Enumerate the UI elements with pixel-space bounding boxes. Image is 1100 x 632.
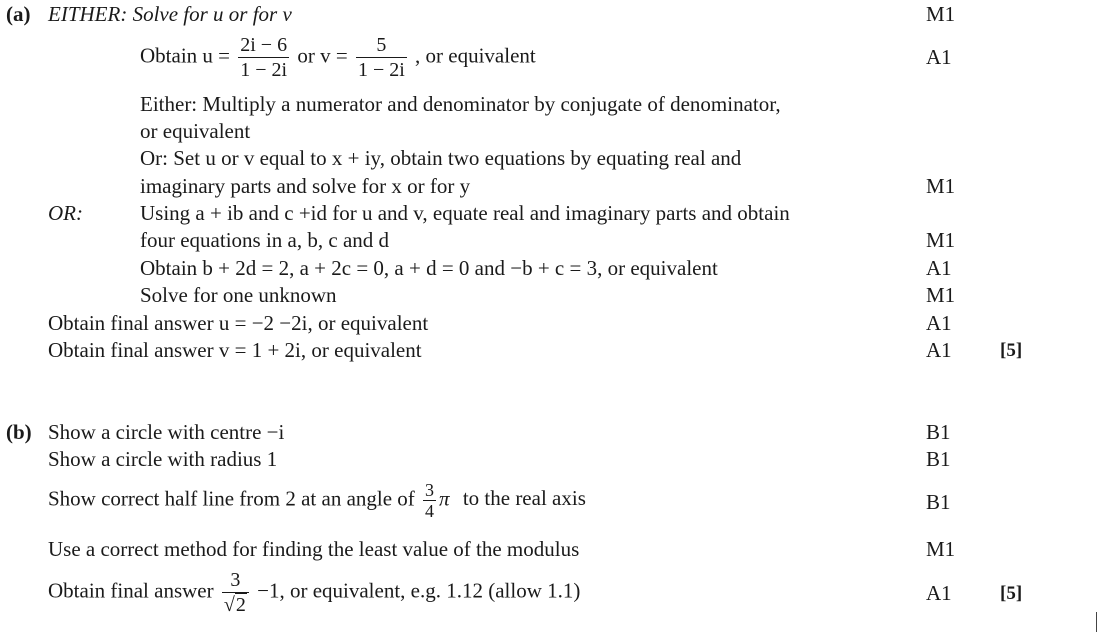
part-a-total: [5] [1000, 340, 1023, 361]
u-denominator: 1 − 2i [240, 59, 288, 81]
obtain-mark-a1: A1 [926, 45, 952, 69]
half-line-line [48, 480, 586, 521]
half-line-prefix: Show correct half line from 2 at an angle of [48, 486, 415, 511]
or-equivalent-suffix: , or equivalent [415, 43, 536, 68]
obtain-u-or-v-line [140, 33, 536, 82]
part-b-label: (b) [6, 420, 32, 444]
part-b-total: [5] [1000, 583, 1023, 604]
pi-symbol: π [439, 486, 450, 511]
part-a-mark-m1: M1 [926, 2, 956, 26]
half-line-mark-b1: B1 [926, 490, 951, 514]
either-method-line-1: Either: Multiply a numerator and denominator by conjugate of denominator, [140, 92, 781, 116]
circle-radius-mark-b1: B1 [926, 447, 951, 471]
angle-denominator: 4 [425, 501, 435, 521]
alt-method-line-2: four equations in a, b, c and d [140, 228, 390, 252]
alt-method-line-1: Using a + ib and c +id for u and v, equate real and imaginary parts and obtain [140, 201, 790, 225]
angle-fraction [423, 480, 436, 521]
sqrt-radicand: 2 [235, 594, 246, 616]
alt-method-label: OR: [48, 201, 83, 225]
or-method-mark-m1: M1 [926, 174, 956, 198]
final-answer-v: Obtain final answer v = 1 + 2i, or equivalent [48, 338, 422, 362]
or-method-line-1: Or: Set u or v equal to x + iy, obtain two equations by equating real and [140, 146, 742, 170]
alt-method-line-4: Solve for one unknown [140, 283, 337, 307]
or-v-equals: or v = [297, 43, 348, 68]
angle-numerator: 3 [425, 480, 435, 500]
final-answer-u: Obtain final answer u = −2 −2i, or equivalent [48, 311, 429, 335]
alt-method-mark-m1: M1 [926, 228, 956, 252]
circle-centre-mark-b1: B1 [926, 420, 951, 444]
part-a-label: (a) [6, 2, 31, 26]
v-numerator: 5 [376, 34, 387, 56]
answer-denominator [222, 592, 249, 617]
answer-numerator: 3 [230, 569, 241, 591]
part-a-either-heading: EITHER: Solve for u or for v [48, 2, 292, 26]
alt-method-line-3: Obtain b + 2d = 2, a + 2c = 0, a + d = 0 and −b + c = 3, or equivalent [140, 256, 718, 280]
modulus-method-mark-m1: M1 [926, 537, 956, 561]
alt-method-mark-a1: A1 [926, 256, 952, 280]
modulus-method-line: Use a correct method for finding the least value of the modulus [48, 537, 580, 561]
circle-centre-line: Show a circle with centre −i [48, 420, 285, 444]
v-fraction [356, 33, 407, 82]
u-fraction [238, 33, 289, 82]
answer-fraction [222, 568, 249, 617]
either-method-line-2: or equivalent [140, 119, 251, 143]
final-answer-b-prefix: Obtain final answer [48, 578, 214, 603]
text-cursor [1096, 612, 1097, 632]
half-line-suffix: to the real axis [462, 486, 586, 511]
final-v-mark-a1: A1 [926, 338, 952, 362]
circle-radius-line: Show a circle with radius 1 [48, 447, 278, 471]
v-denominator: 1 − 2i [357, 59, 405, 81]
obtain-u-prefix: Obtain u = [140, 43, 230, 68]
alt-method-mark-m1-2: M1 [926, 283, 956, 307]
final-answer-b-line [48, 568, 580, 617]
or-method-line-2: imaginary parts and solve for x or for y [140, 174, 471, 198]
final-answer-b-mark-a1: A1 [926, 581, 952, 605]
final-u-mark-a1: A1 [926, 311, 952, 335]
sqrt-symbol: √2 [223, 594, 246, 616]
final-answer-b-suffix: −1, or equivalent, e.g. 1.12 (allow 1.1) [257, 578, 581, 603]
u-numerator: 2i − 6 [240, 34, 288, 56]
